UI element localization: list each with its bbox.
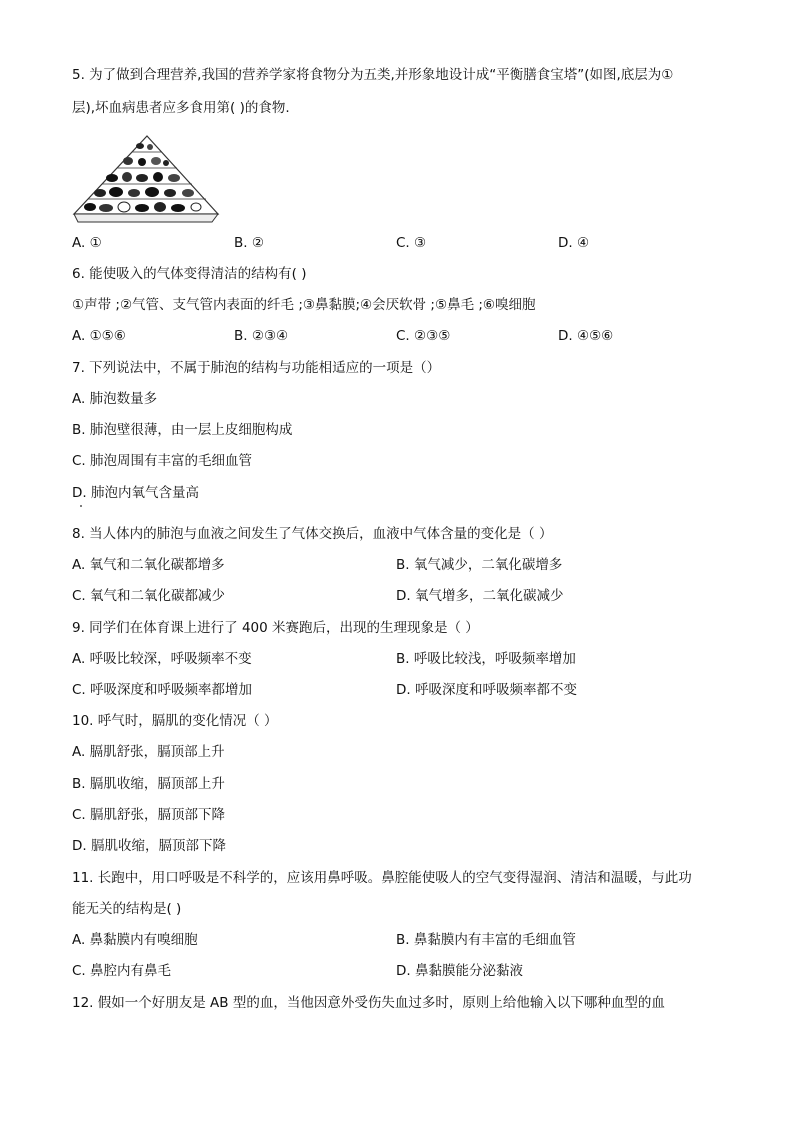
q10-option-b[interactable]: B. 膈肌收缩，膈顶部上升 (72, 776, 225, 792)
q11-option-a[interactable]: A. 鼻黏膜内有嗅细胞 (72, 932, 198, 948)
q5-option-c[interactable]: C. ③ (396, 235, 427, 251)
q9-stem: 9. 同学们在体育课上进行了 400 米赛跑后，出现的生理现象是（ ） (72, 620, 479, 636)
q8-option-b[interactable]: B. 氧气减少，二氧化碳增多 (396, 557, 563, 573)
q10-option-d[interactable]: D. 膈肌收缩，膈顶部下降 (72, 838, 226, 854)
q11-stem-line2: 能无关的结构是( ) (72, 901, 182, 917)
q6-option-a[interactable]: A. ①⑤⑥ (72, 328, 126, 344)
q11-option-c[interactable]: C. 鼻腔内有鼻毛 (72, 963, 172, 979)
q5-stem-line1: 5. 为了做到合理营养,我国的营养学家将食物分为五类,并形象地设计成“平衡膳食宝塔”(如图,底层为① (72, 67, 674, 83)
q10-option-a[interactable]: A. 膈肌舒张，膈顶部上升 (72, 744, 225, 760)
q5-option-a[interactable]: A. ① (72, 235, 102, 251)
q7-option-a[interactable]: A. 肺泡数量多 (72, 391, 158, 407)
scan-dot (80, 505, 82, 507)
q8-stem: 8. 当人体内的肺泡与血液之间发生了气体交换后，血液中气体含量的变化是（ ） (72, 526, 553, 542)
q6-option-c[interactable]: C. ②③⑤ (396, 328, 451, 344)
q10-option-c[interactable]: C. 膈肌舒张，膈顶部下降 (72, 807, 226, 823)
q7-option-d[interactable]: D. 肺泡内氧气含量高 (72, 485, 199, 501)
q10-stem: 10. 呼气时，膈肌的变化情况（ ） (72, 713, 278, 729)
q9-option-c[interactable]: C. 呼吸深度和呼吸频率都增加 (72, 682, 253, 698)
q9-option-a[interactable]: A. 呼吸比较深，呼吸频率不变 (72, 651, 252, 667)
q11-option-b[interactable]: B. 鼻黏膜内有丰富的毛细血管 (396, 932, 576, 948)
q5-option-b[interactable]: B. ② (234, 235, 264, 251)
q7-option-c[interactable]: C. 肺泡周围有丰富的毛细血管 (72, 453, 253, 469)
q8-option-d[interactable]: D. 氧气增多，二氧化碳减少 (396, 588, 564, 604)
q5-option-d[interactable]: D. ④ (558, 235, 590, 251)
q6-option-d[interactable]: D. ④⑤⑥ (558, 328, 614, 344)
q12-stem: 12. 假如一个好朋友是 AB 型的血，当他因意外受伤失血过多时，原则上给他输入以下哪种血型的血 (72, 995, 665, 1011)
q9-option-d[interactable]: D. 呼吸深度和呼吸频率都不变 (396, 682, 577, 698)
q6-option-b[interactable]: B. ②③④ (234, 328, 289, 344)
food-pyramid-image (72, 134, 222, 226)
q11-option-d[interactable]: D. 鼻黏膜能分泌黏液 (396, 963, 523, 979)
q9-option-b[interactable]: B. 呼吸比较浅，呼吸频率增加 (396, 651, 576, 667)
q8-option-a[interactable]: A. 氧气和二氧化碳都增多 (72, 557, 225, 573)
q6-items: ①声带 ;②气管、支气管内表面的纤毛 ;③鼻黏膜;④会厌软骨 ;⑤鼻毛 ;⑥嗅细胞 (72, 297, 536, 313)
q11-stem-line1: 11. 长跑中，用口呼吸是不科学的，应该用鼻呼吸。鼻腔能使吸人的空气变得湿润、清洁和温暖，与此功 (72, 870, 692, 886)
q7-option-b[interactable]: B. 肺泡壁很薄，由一层上皮细胞构成 (72, 422, 293, 438)
q6-stem: 6. 能使吸入的气体变得清洁的结构有( ) (72, 266, 307, 282)
q8-option-c[interactable]: C. 氧气和二氧化碳都减少 (72, 588, 226, 604)
q7-stem: 7. 下列说法中，不属于肺泡的结构与功能相适应的一项是（） (72, 360, 441, 376)
q5-stem-line2: 层),坏血病患者应多食用第( )的食物. (72, 100, 290, 116)
